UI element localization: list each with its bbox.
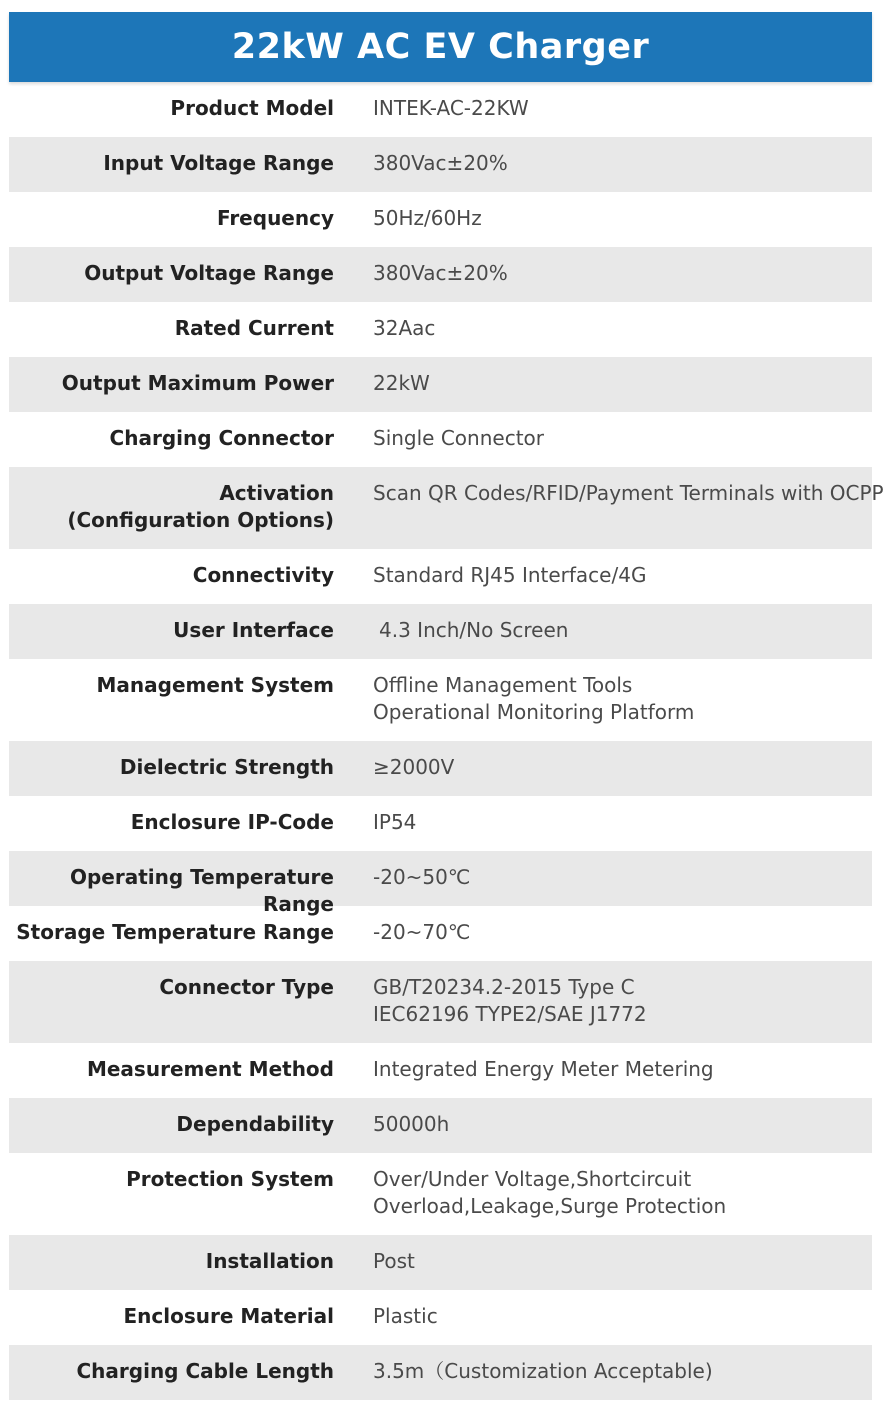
spec-value-line: Scan QR Codes/RFID/Payment Terminals with OCPP [373,481,884,505]
spec-value [373,95,529,122]
spec-label [9,919,334,946]
spec-label [9,1111,334,1138]
spec-value-line: GB/T20234.2-2015 Type C [373,975,635,999]
spec-row [9,659,872,741]
spec-label-line: Input Voltage Range [103,151,334,175]
spec-value-line: ≥2000V [373,755,455,779]
spec-value [373,1166,726,1220]
spec-row [9,796,872,851]
spec-label-line: Charging Connector [109,426,334,450]
spec-label-line: Dependability [176,1112,334,1136]
spec-row [9,604,872,659]
spec-row [9,1153,872,1235]
spec-value-line: Integrated Energy Meter Metering [373,1057,714,1081]
spec-value-line: INTEK-AC-22KW [373,96,529,120]
spec-value [373,1303,438,1330]
spec-row [9,192,872,247]
spec-label-line: Protection System [126,1167,334,1191]
spec-label [9,260,334,287]
spec-label [9,864,334,918]
spec-row [9,1043,872,1098]
spec-value [373,1358,713,1385]
spec-value-line: Over/Under Voltage,Shortcircuit [373,1167,692,1191]
spec-label-line: Management System [96,673,334,697]
spec-label-line: Dielectric Strength [119,755,334,779]
spec-label [9,1166,334,1193]
spec-value-line: Overload,Leakage,Surge Protection [373,1194,727,1218]
spec-label-line: Output Voltage Range [84,261,334,285]
spec-label [9,315,334,342]
spec-row [9,741,872,796]
spec-row [9,549,872,604]
spec-value-line: Plastic [373,1304,438,1328]
spec-label [9,974,334,1001]
spec-label [9,370,334,397]
spec-value-line: -20~70℃ [373,920,471,944]
spec-label-line: Rated Current [174,316,334,340]
spec-label [9,1248,334,1275]
spec-label-line: Output Maximum Power [61,371,334,395]
spec-row [9,82,872,137]
spec-label-line: Frequency [216,206,334,230]
spec-value-line: Post [373,1249,415,1273]
spec-label [9,809,334,836]
spec-label [9,754,334,781]
spec-row [9,961,872,1043]
spec-value [373,150,508,177]
spec-value-line: 4.3 Inch/No Screen [379,618,569,642]
spec-value [373,919,470,946]
spec-value-line: 380Vac±20% [373,151,508,175]
spec-label [9,562,334,589]
spec-label-line: Connector Type [159,975,334,999]
spec-value [373,480,884,507]
spec-row [9,1098,872,1153]
spec-value-line: Standard RJ45 Interface/4G [373,563,647,587]
spec-label [9,617,334,644]
spec-value-line: 380Vac±20% [373,261,508,285]
spec-value [373,1248,415,1275]
spec-label [9,205,334,232]
spec-label-line: Enclosure Material [123,1304,334,1328]
spec-value-line: 32Aac [373,316,436,340]
spec-row [9,247,872,302]
spec-value [373,425,544,452]
spec-label [9,672,334,699]
spec-table [9,82,884,1400]
spec-row [9,1290,872,1345]
spec-row [9,1345,872,1400]
spec-value [373,672,694,726]
spec-label-line: Operating Temperature Range [69,865,334,916]
spec-value-line: 22kW [373,371,430,395]
spec-value [373,974,647,1028]
spec-row [9,137,872,192]
spec-value-line: IP54 [373,810,417,834]
spec-row [9,412,872,467]
spec-value-line: Single Connector [373,426,544,450]
spec-label [9,1358,334,1385]
page-title: 22kW AC EV Charger [231,27,650,67]
spec-label-line: User Interface [173,618,334,642]
spec-value [373,315,435,342]
spec-label-line: Measurement Method [86,1057,334,1081]
spec-value [373,1111,449,1138]
title-banner [9,12,872,82]
spec-label [9,1056,334,1083]
spec-value-line: 50Hz/60Hz [373,206,482,230]
spec-label [9,480,334,534]
spec-label [9,425,334,452]
spec-value [373,205,482,232]
spec-label-line: Connectivity [192,563,334,587]
spec-label [9,150,334,177]
spec-label [9,95,334,122]
spec-value [373,754,454,781]
spec-label-line: Enclosure IP-Code [130,810,334,834]
spec-value [379,617,568,644]
spec-label-line: (Configuration Options) [67,508,334,532]
spec-row [9,1235,872,1290]
spec-value [373,562,646,589]
spec-value [373,864,470,891]
spec-label [9,1303,334,1330]
spec-value [373,1056,714,1083]
spec-value-line: 3.5m（Customization Acceptable) [373,1359,713,1383]
spec-row [9,851,872,916]
spec-label-line: Charging Cable Length [76,1359,334,1383]
spec-value [373,260,508,287]
spec-value-line: IEC62196 TYPE2/SAE J1772 [373,1002,647,1026]
spec-label-line: Activation [219,481,334,505]
spec-row [9,357,872,412]
spec-label-line: Storage Temperature Range [16,920,334,944]
spec-value [373,809,416,836]
spec-label-line: Installation [205,1249,334,1273]
spec-value-line: 50000h [373,1112,450,1136]
spec-value [373,370,430,397]
spec-value-line: Offline Management Tools [373,673,633,697]
spec-value-line: -20~50℃ [373,865,471,889]
spec-row [9,467,884,549]
spec-value-line: Operational Monitoring Platform [373,700,695,724]
spec-label-line: Product Model [170,96,334,120]
spec-row [9,302,872,357]
